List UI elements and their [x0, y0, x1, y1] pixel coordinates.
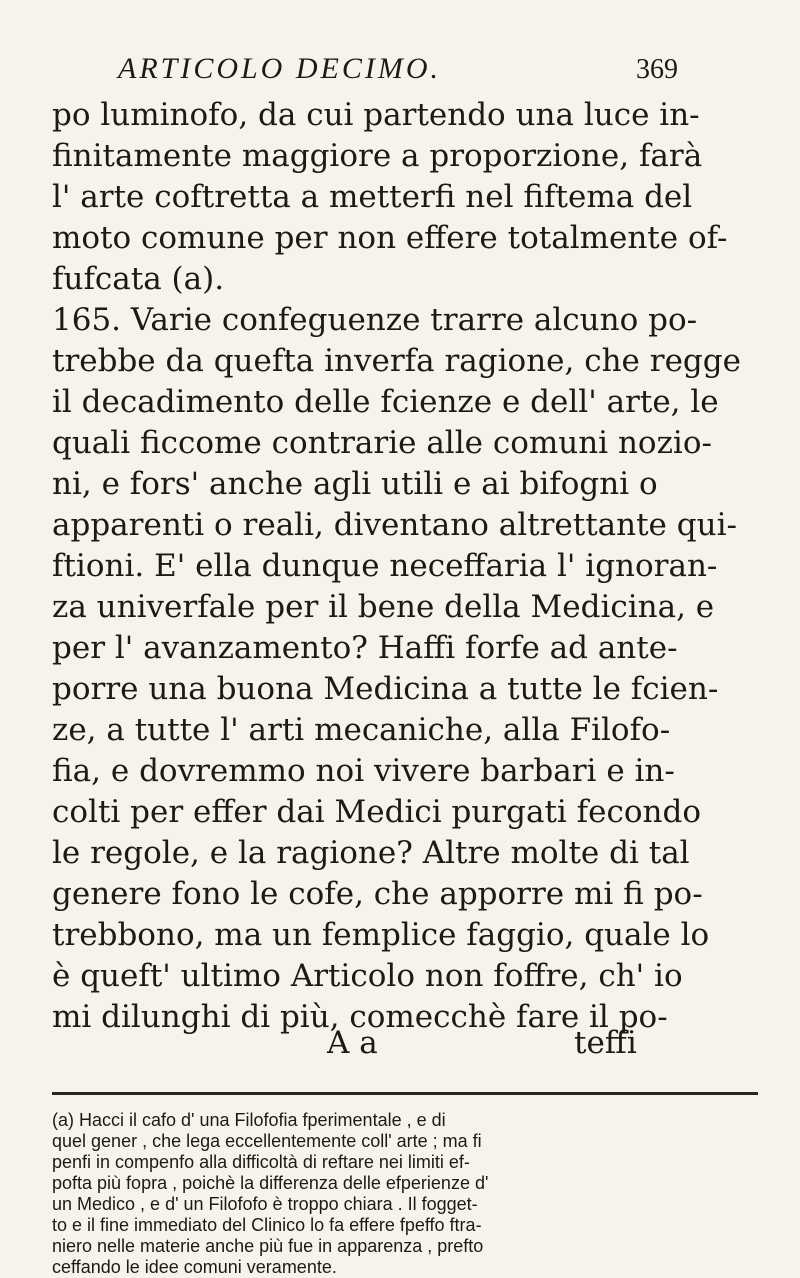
text-line: po luminofo, da cui partendo una luce in-	[52, 97, 700, 133]
text-line: colti per effer dai Medici purgati fecondo	[52, 794, 701, 830]
text-line: trebbe da quefta inverfa ragione, che regge	[52, 343, 741, 379]
text-line: finitamente maggiore a proporzione, farà	[52, 138, 703, 174]
footnote-line: penfi in compenfo alla difficoltà di reftare nei limiti ef-	[52, 1152, 470, 1172]
text-line: le regole, e la ragione? Altre molte di tal	[52, 835, 690, 871]
text-line: l' arte coftretta a metterfi nel fiftema del	[52, 179, 693, 215]
footnote	[52, 1110, 758, 1278]
running-title: ARTICOLO DECIMO.	[118, 52, 441, 85]
footnote-line: niero nelle materie anche più fue in apparenza , prefto	[52, 1236, 484, 1256]
catchword: teffi	[574, 1025, 637, 1061]
text-line: apparenti o reali, diventano altrettante qui-	[52, 507, 737, 543]
page-number: 369	[636, 54, 678, 85]
footnote-line: ceffando le idee comuni veramente.	[52, 1257, 337, 1277]
signature-line	[0, 1025, 800, 1065]
text-line: za univerfale per il bene della Medicina, e	[52, 589, 715, 625]
text-line: fufcata (a).	[52, 261, 225, 297]
text-line: genere fono le cofe, che apporre mi fi po-	[52, 876, 703, 912]
text-line: mi dilunghi di più, comecchè fare il po-	[52, 999, 668, 1035]
text-line: 165. Varie confeguenze trarre alcuno po-	[52, 302, 698, 338]
footnote-line: pofta più fopra , poichè la differenza delle efperienze d'	[52, 1173, 489, 1193]
text-line: moto comune per non effere totalmente of-	[52, 220, 728, 256]
footnote-line: (a) Hacci il cafo d' una Filofofia fperimentale , e di	[52, 1110, 446, 1130]
footnote-line: quel gener , che lega eccellentemente coll' arte ; ma fi	[52, 1131, 482, 1151]
footnote-line: to e il fine immediato del Clinico lo fa effere fpeffo ftra-	[52, 1215, 482, 1235]
text-line: trebbono, ma un femplice faggio, quale lo	[52, 917, 710, 953]
footnote-line: un Medico , e d' un Filofofo è troppo chiara . Il fogget-	[52, 1194, 478, 1214]
text-line: ni, e fors' anche agli utili e ai bifogni o	[52, 466, 658, 502]
signature-mark: A a	[327, 1025, 378, 1061]
text-line: fia, e dovremmo noi vivere barbari e in-	[52, 753, 675, 789]
running-head	[118, 52, 678, 94]
text-line: ze, a tutte l' arti mecaniche, alla Filofo-	[52, 712, 671, 748]
footnote-divider	[52, 1092, 758, 1095]
main-text	[52, 95, 742, 1038]
text-line: quali ficcome contrarie alle comuni nozio-	[52, 425, 712, 461]
text-line: per l' avanzamento? Haffi forfe ad ante-	[52, 630, 678, 666]
text-line: ftioni. E' ella dunque neceffaria l' ignoran-	[52, 548, 718, 584]
text-line: porre una buona Medicina a tutte le fcien-	[52, 671, 719, 707]
text-line: è queft' ultimo Articolo non foffre, ch' io	[52, 958, 683, 994]
text-line: il decadimento delle fcienze e dell' arte, le	[52, 384, 719, 420]
